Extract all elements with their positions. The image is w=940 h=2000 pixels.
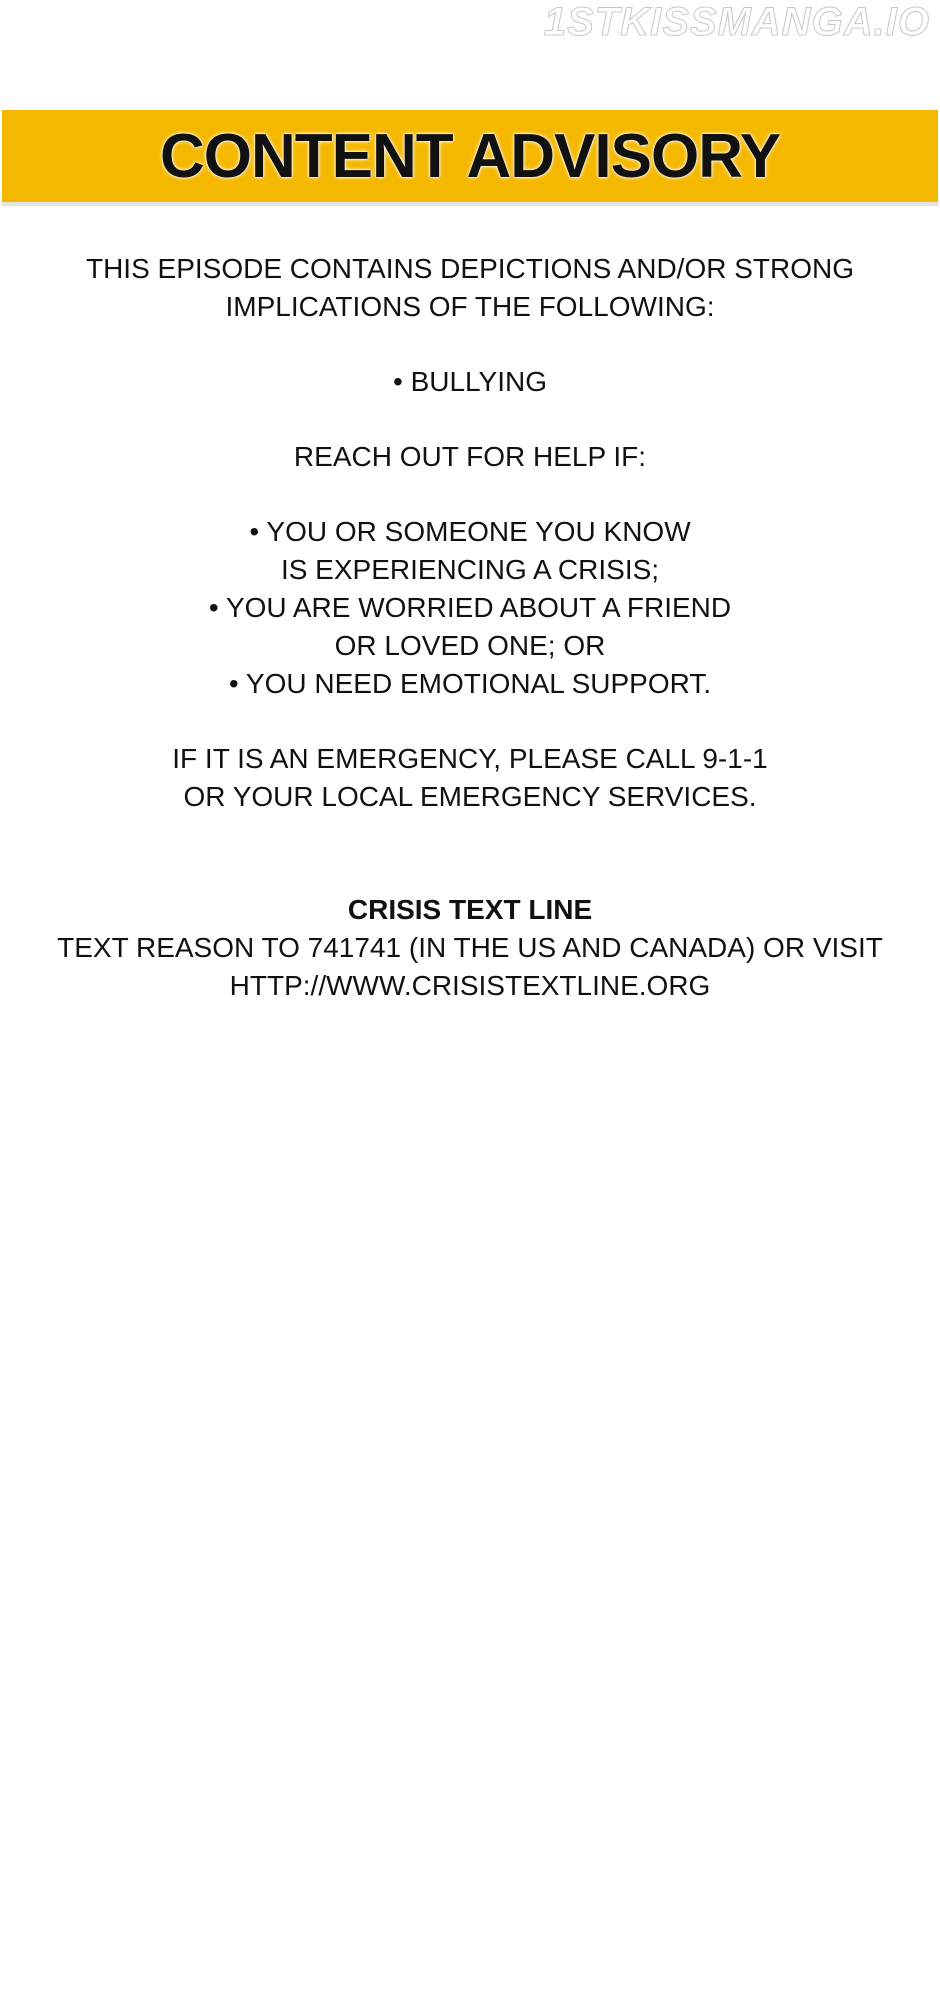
banner-title: CONTENT ADVISORY: [159, 121, 781, 191]
crisis-title: CRISIS TEXT LINE: [347, 894, 593, 925]
advisory-content: [0, 250, 940, 1005]
advisory-banner: [2, 110, 938, 202]
help-line: IS EXPERIENCING A CRISIS;: [280, 554, 660, 585]
emergency-line: IF IT IS AN EMERGENCY, PLEASE CALL 9-1-1: [172, 743, 768, 774]
crisis-text-line: TEXT REASON TO 741741 (IN THE US AND CANADA) OR VISIT: [57, 932, 883, 963]
help-line: • YOU OR SOMEONE YOU KNOW: [249, 516, 691, 547]
help-line: OR LOVED ONE; OR: [334, 630, 606, 661]
help-line: • YOU NEED EMOTIONAL SUPPORT.: [228, 668, 712, 699]
emergency-line: OR YOUR LOCAL EMERGENCY SERVICES.: [183, 781, 757, 812]
help-heading: REACH OUT FOR HELP IF:: [293, 441, 647, 472]
crisis-link[interactable]: HTTP://WWW.CRISISTEXTLINE.ORG: [229, 970, 711, 1001]
help-line: • YOU ARE WORRIED ABOUT A FRIEND: [208, 592, 732, 623]
topic-item: • BULLYING: [393, 366, 547, 397]
intro-line: IMPLICATIONS OF THE FOLLOWING:: [225, 291, 715, 322]
intro-line: THIS EPISODE CONTAINS DEPICTIONS AND/OR STRONG: [85, 253, 855, 284]
watermark: 1STKISSMANGA.IO: [543, 0, 930, 44]
